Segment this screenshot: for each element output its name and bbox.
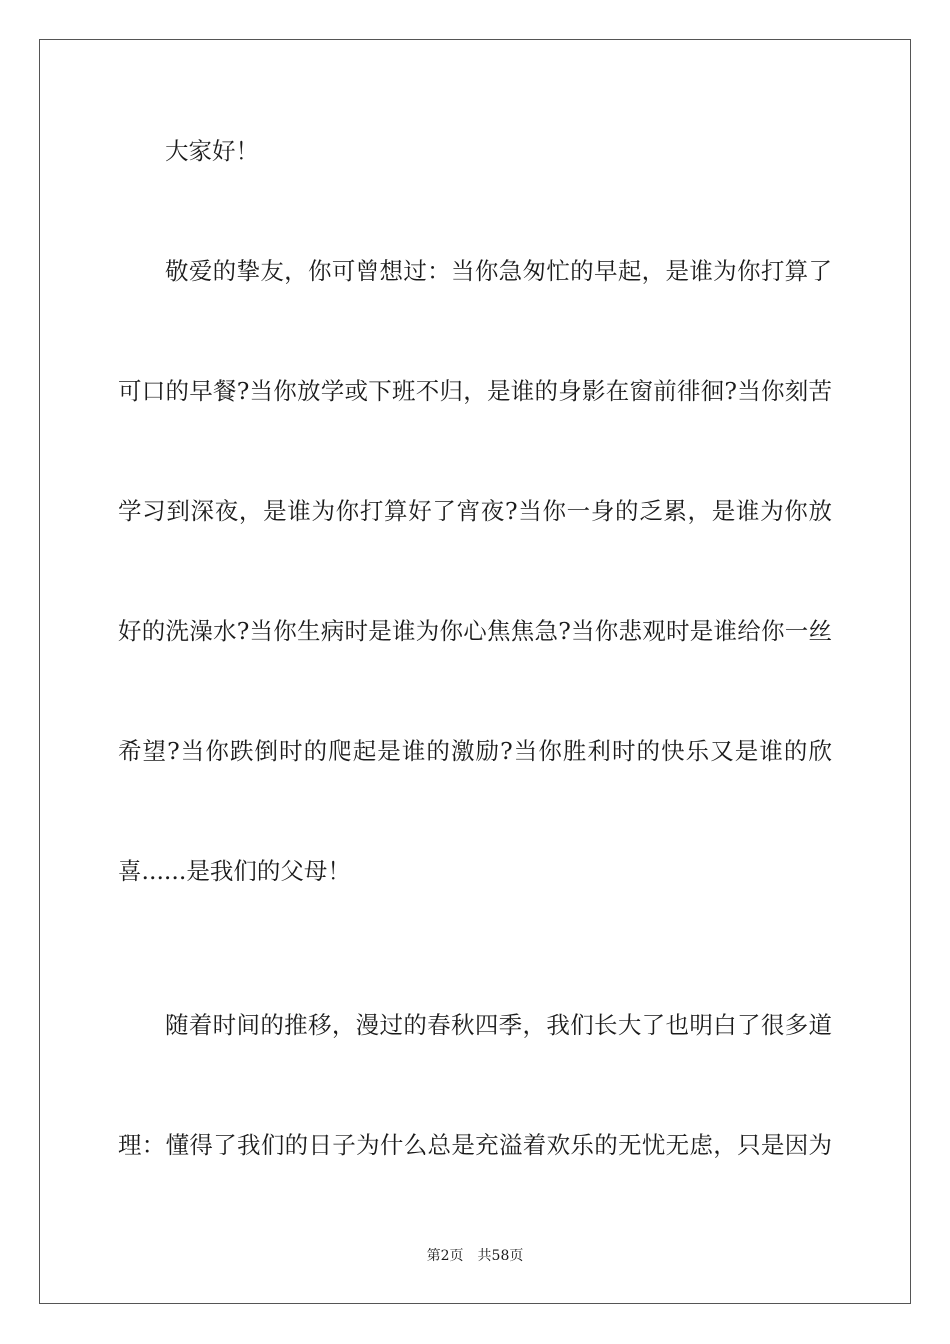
paragraph-2-line-1: 随着时间的推移，漫过的春秋四季，我们长大了也明白了很多道 (165, 1011, 832, 1039)
paragraph-1-line-2: 可口的早餐?当你放学或下班不归，是谁的身影在窗前徘徊?当你刻苦 (118, 377, 832, 405)
greeting-line: 大家好！ (165, 137, 259, 165)
paragraph-2-line-2: 理：懂得了我们的日子为什么总是充溢着欢乐的无忧无虑，只是因为 (118, 1131, 832, 1159)
page-number: 第2页 (426, 1248, 464, 1264)
paragraph-1-line-1: 敬爱的挚友，你可曾想过：当你急匆忙的早起，是谁为你打算了 (165, 257, 832, 285)
paragraph-1-line-4: 好的洗澡水?当你生病时是谁为你心焦焦急?当你悲观时是谁给你一丝 (118, 617, 832, 645)
paragraph-1-line-6: 喜......是我们的父母！ (118, 857, 351, 885)
paragraph-1-line-5: 希望?当你跌倒时的爬起是谁的激励?当你胜利时的快乐又是谁的欣 (118, 737, 832, 765)
page-border (39, 39, 911, 1304)
page-total: 共58页 (477, 1248, 524, 1264)
paragraph-1-line-3: 学习到深夜，是谁为你打算好了宵夜?当你一身的乏累，是谁为你放 (118, 497, 832, 525)
page-footer (0, 1247, 950, 1265)
